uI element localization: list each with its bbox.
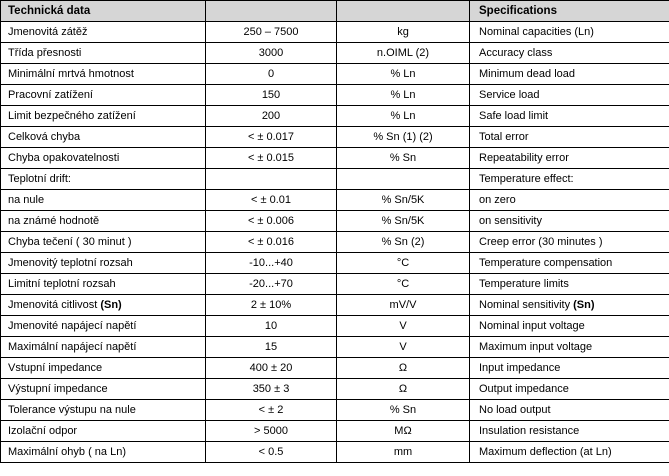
row-13-value — [206, 295, 337, 316]
row-1-parameter-text: Třída přesnosti — [8, 46, 82, 59]
row-2-unit-text: % Ln — [390, 67, 416, 80]
row-10-specification — [470, 232, 669, 253]
row-13-specification-text: Nominal sensitivity (Sn) — [479, 298, 595, 311]
row-5-specification-text: Total error — [479, 130, 529, 143]
table-row — [1, 316, 669, 337]
table-row — [1, 148, 669, 169]
row-8-value-text: < ± 0.01 — [251, 193, 291, 206]
row-0-parameter — [1, 22, 206, 43]
row-12-parameter — [1, 274, 206, 295]
header-label-parameter: Technická data — [8, 4, 91, 17]
row-11-unit-text: °C — [396, 256, 410, 269]
row-2-parameter-text: Minimální mrtvá hmotnost — [8, 67, 134, 80]
row-3-specification-text: Service load — [479, 88, 540, 101]
row-16-parameter-text: Vstupní impedance — [8, 361, 103, 374]
header-label-specifications: Specifications — [479, 4, 557, 17]
row-6-specification — [470, 148, 669, 169]
row-17-parameter-text: Výstupní impedance — [8, 382, 108, 395]
row-6-unit-text: % Sn — [389, 151, 417, 164]
table-row — [1, 64, 669, 85]
row-6-value — [206, 148, 337, 169]
row-4-unit-text: % Ln — [390, 109, 416, 122]
row-16-unit — [337, 358, 470, 379]
row-18-specification — [470, 400, 669, 421]
row-10-unit-text: % Sn (2) — [381, 235, 425, 248]
row-7-value — [206, 169, 337, 190]
row-3-unit-text: % Ln — [390, 88, 416, 101]
row-12-value — [206, 274, 337, 295]
row-16-parameter — [1, 358, 206, 379]
row-1-value — [206, 43, 337, 64]
row-8-specification — [470, 190, 669, 211]
row-9-parameter-text: na známé hodnotě — [8, 214, 100, 227]
row-14-value-text: 10 — [264, 319, 278, 332]
table-row — [1, 211, 669, 232]
row-13-value-text: 2 ± 10% — [250, 298, 292, 311]
row-13-unit-text: mV/V — [389, 298, 417, 311]
row-16-value — [206, 358, 337, 379]
row-14-unit — [337, 316, 470, 337]
table-row — [1, 421, 669, 442]
row-5-value-text: < ± 0.017 — [247, 130, 295, 143]
table-row — [1, 43, 669, 64]
row-11-value-text: -10...+40 — [249, 256, 293, 269]
table-row — [1, 85, 669, 106]
table-row — [1, 337, 669, 358]
row-20-specification-text: Maximum deflection (at Ln) — [479, 445, 612, 458]
row-5-value — [206, 127, 337, 148]
row-7-parameter — [1, 169, 206, 190]
row-16-specification-text: Input impedance — [479, 361, 561, 374]
row-20-value — [206, 442, 337, 463]
row-13-parameter — [1, 295, 206, 316]
table-row — [1, 379, 669, 400]
row-3-parameter-text: Pracovní zatížení — [8, 88, 93, 101]
row-1-value-text: 3000 — [258, 46, 284, 59]
table-row — [1, 295, 669, 316]
table-row — [1, 169, 669, 190]
row-18-unit — [337, 400, 470, 421]
table-row — [1, 106, 669, 127]
row-0-parameter-text: Jmenovitá zátěž — [8, 25, 88, 38]
row-15-specification — [470, 337, 669, 358]
table-header-row — [1, 1, 669, 22]
row-20-parameter — [1, 442, 206, 463]
row-3-unit — [337, 85, 470, 106]
row-15-specification-text: Maximum input voltage — [479, 340, 593, 353]
row-16-value-text: 400 ± 20 — [249, 361, 293, 374]
row-12-unit — [337, 274, 470, 295]
row-18-unit-text: % Sn — [389, 403, 417, 416]
row-19-specification-text: Insulation resistance — [479, 424, 580, 437]
row-3-parameter — [1, 85, 206, 106]
row-1-unit — [337, 43, 470, 64]
row-10-value — [206, 232, 337, 253]
row-6-specification-text: Repeatability error — [479, 151, 569, 164]
row-20-parameter-text: Maximální ohyb ( na Ln) — [8, 445, 126, 458]
row-8-parameter-text: na nule — [8, 193, 45, 206]
row-4-unit — [337, 106, 470, 127]
header-cell-unit — [337, 1, 470, 22]
row-9-specification-text: on sensitivity — [479, 214, 542, 227]
table-row — [1, 442, 669, 463]
row-12-specification-text: Temperature limits — [479, 277, 569, 290]
row-0-unit — [337, 22, 470, 43]
row-3-value-text: 150 — [261, 88, 281, 101]
header-cell-specifications — [470, 1, 669, 22]
row-5-parameter — [1, 127, 206, 148]
row-2-unit — [337, 64, 470, 85]
row-1-parameter — [1, 43, 206, 64]
row-11-unit — [337, 253, 470, 274]
row-17-specification-text: Output impedance — [479, 382, 569, 395]
table-row — [1, 358, 669, 379]
row-4-value-text: 200 — [261, 109, 281, 122]
row-17-parameter — [1, 379, 206, 400]
row-18-parameter — [1, 400, 206, 421]
row-7-unit — [337, 169, 470, 190]
row-20-unit — [337, 442, 470, 463]
row-11-specification-text: Temperature compensation — [479, 256, 613, 269]
table-row — [1, 22, 669, 43]
table-row — [1, 190, 669, 211]
row-11-parameter-text: Jmenovitý teplotní rozsah — [8, 256, 133, 269]
row-2-value-text: 0 — [267, 67, 275, 80]
row-4-specification-text: Safe load limit — [479, 109, 549, 122]
row-2-specification — [470, 64, 669, 85]
row-15-unit-text: V — [399, 340, 407, 353]
row-14-parameter — [1, 316, 206, 337]
row-1-specification — [470, 43, 669, 64]
row-7-specification — [470, 169, 669, 190]
row-6-parameter — [1, 148, 206, 169]
table-row — [1, 400, 669, 421]
row-12-unit-text: °C — [396, 277, 410, 290]
row-19-specification — [470, 421, 669, 442]
row-13-specification-emphasis: (Sn) — [573, 298, 595, 311]
row-14-unit-text: V — [399, 319, 407, 332]
row-9-unit — [337, 211, 470, 232]
row-14-value — [206, 316, 337, 337]
row-13-specification — [470, 295, 669, 316]
row-13-unit — [337, 295, 470, 316]
row-9-parameter — [1, 211, 206, 232]
row-8-specification-text: on zero — [479, 193, 516, 206]
row-0-value-text: 250 – 7500 — [243, 25, 299, 38]
row-5-unit-text: % Sn (1) (2) — [373, 130, 433, 143]
table-row — [1, 232, 669, 253]
row-0-unit-text: kg — [397, 25, 409, 38]
row-10-parameter — [1, 232, 206, 253]
row-19-unit — [337, 421, 470, 442]
row-8-value — [206, 190, 337, 211]
row-5-unit — [337, 127, 470, 148]
row-18-value-text: < ± 2 — [258, 403, 284, 416]
row-17-unit-text: Ω — [398, 382, 408, 395]
row-16-specification — [470, 358, 669, 379]
row-12-parameter-text: Limitní teplotní rozsah — [8, 277, 116, 290]
row-1-unit-text: n.OIML (2) — [376, 46, 430, 59]
row-14-specification — [470, 316, 669, 337]
row-20-unit-text: mm — [393, 445, 413, 458]
row-3-specification — [470, 85, 669, 106]
row-17-value — [206, 379, 337, 400]
row-17-value-text: 350 ± 3 — [252, 382, 290, 395]
row-5-parameter-text: Celková chyba — [8, 130, 81, 143]
row-1-specification-text: Accuracy class — [479, 46, 553, 59]
row-6-unit — [337, 148, 470, 169]
row-19-value-text: > 5000 — [254, 424, 288, 437]
row-18-value — [206, 400, 337, 421]
row-14-specification-text: Nominal input voltage — [479, 319, 585, 332]
row-4-parameter-text: Limit bezpečného zatížení — [8, 109, 136, 122]
row-0-value — [206, 22, 337, 43]
row-9-unit-text: % Sn/5K — [381, 214, 425, 227]
row-14-parameter-text: Jmenovité napájecí napětí — [8, 319, 137, 332]
row-19-parameter-text: Izolační odpor — [8, 424, 78, 437]
row-10-unit — [337, 232, 470, 253]
row-10-specification-text: Creep error (30 minutes ) — [479, 235, 603, 248]
row-12-specification — [470, 274, 669, 295]
row-7-parameter-text: Teplotní drift: — [8, 172, 71, 185]
row-17-specification — [470, 379, 669, 400]
row-15-value-text: 15 — [264, 340, 278, 353]
table-row — [1, 127, 669, 148]
row-4-value — [206, 106, 337, 127]
row-11-parameter — [1, 253, 206, 274]
row-6-value-text: < ± 0.015 — [247, 151, 295, 164]
row-4-specification — [470, 106, 669, 127]
row-17-unit — [337, 379, 470, 400]
row-19-parameter — [1, 421, 206, 442]
header-cell-value — [206, 1, 337, 22]
row-8-unit — [337, 190, 470, 211]
row-20-value-text: < 0.5 — [258, 445, 284, 458]
row-2-specification-text: Minimum dead load — [479, 67, 575, 80]
row-9-value-text: < ± 0.006 — [247, 214, 295, 227]
row-13-parameter-text: Jmenovitá citlivost (Sn) — [8, 298, 122, 311]
row-3-value — [206, 85, 337, 106]
header-cell-parameter — [1, 1, 206, 22]
row-15-parameter-text: Maximální napájecí napětí — [8, 340, 137, 353]
table-row — [1, 253, 669, 274]
row-19-value — [206, 421, 337, 442]
row-8-unit-text: % Sn/5K — [381, 193, 425, 206]
row-12-value-text: -20...+70 — [249, 277, 293, 290]
row-20-specification — [470, 442, 669, 463]
row-16-unit-text: Ω — [398, 361, 408, 374]
row-6-parameter-text: Chyba opakovatelnosti — [8, 151, 120, 164]
table-row — [1, 274, 669, 295]
row-5-specification — [470, 127, 669, 148]
row-2-parameter — [1, 64, 206, 85]
row-10-value-text: < ± 0.016 — [247, 235, 295, 248]
row-0-specification — [470, 22, 669, 43]
row-11-value — [206, 253, 337, 274]
row-7-specification-text: Temperature effect: — [479, 172, 574, 185]
row-8-parameter — [1, 190, 206, 211]
row-19-unit-text: MΩ — [394, 424, 412, 437]
row-18-specification-text: No load output — [479, 403, 551, 416]
row-10-parameter-text: Chyba tečení ( 30 minut ) — [8, 235, 132, 248]
row-15-parameter — [1, 337, 206, 358]
row-13-parameter-emphasis: (Sn) — [100, 298, 122, 311]
row-15-value — [206, 337, 337, 358]
row-2-value — [206, 64, 337, 85]
row-18-parameter-text: Tolerance výstupu na nule — [8, 403, 136, 416]
row-4-parameter — [1, 106, 206, 127]
row-15-unit — [337, 337, 470, 358]
row-9-specification — [470, 211, 669, 232]
row-0-specification-text: Nominal capacities (Ln) — [479, 25, 594, 38]
row-11-specification — [470, 253, 669, 274]
row-9-value — [206, 211, 337, 232]
